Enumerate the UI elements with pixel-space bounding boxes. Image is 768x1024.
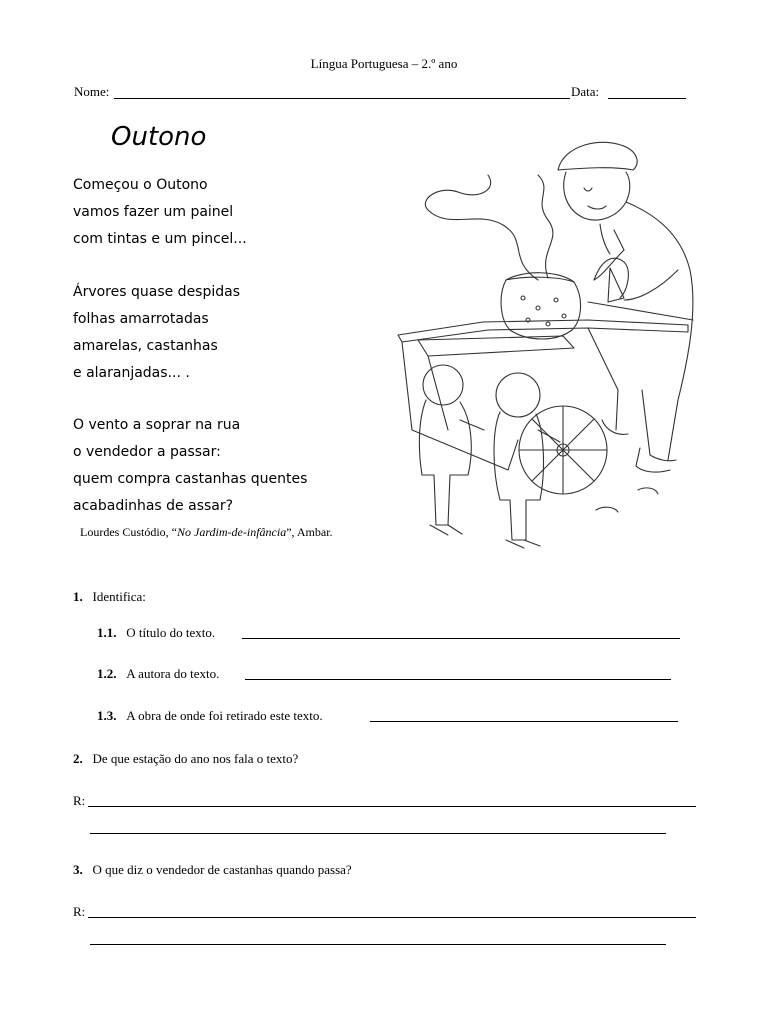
- question-number: 3.: [73, 862, 83, 877]
- poem-title: Outono: [111, 122, 207, 152]
- poem-line: amarelas, castanhas: [73, 338, 218, 354]
- question-1: [73, 589, 146, 605]
- question-number: 1.1.: [97, 625, 117, 640]
- date-field[interactable]: [608, 98, 686, 99]
- question-number: 1.: [73, 589, 83, 604]
- answer-line-2a[interactable]: [88, 806, 696, 807]
- question-1-1: [97, 625, 215, 641]
- poem-line: e alaranjadas... .: [73, 365, 190, 381]
- question-text: A autora do texto.: [126, 666, 220, 681]
- question-text: De que estação do ano nos fala o texto?: [92, 751, 299, 766]
- answer-label: R:: [73, 904, 86, 919]
- answer-line-3a[interactable]: [88, 917, 696, 918]
- poem-line: O vento a soprar na rua: [73, 417, 241, 433]
- answer-line-1-1[interactable]: [242, 638, 680, 639]
- poem-citation: [80, 525, 333, 540]
- poem-line: folhas amarrotadas: [73, 311, 209, 327]
- question-text: Identifica:: [92, 589, 146, 604]
- name-field[interactable]: [114, 98, 570, 99]
- question-text: A obra de onde foi retirado este texto.: [126, 708, 323, 723]
- question-1-2: [97, 666, 219, 682]
- poem-line: acabadinhas de assar?: [73, 498, 234, 514]
- worksheet-header: Língua Portuguesa – 2.º ano: [310, 56, 458, 71]
- answer-label: R:: [73, 793, 86, 808]
- poem-line: Árvores quase despidas: [73, 284, 241, 300]
- question-1-3: [97, 708, 323, 724]
- citation-work: No Jardim-de-infância: [177, 525, 287, 539]
- poem-line: com tintas e um pincel...: [73, 231, 247, 247]
- name-label: Nome:: [74, 84, 110, 99]
- citation-rest: ”, Ambar.: [286, 525, 333, 539]
- question-text: O que diz o vendedor de castanhas quando passa?: [92, 862, 352, 877]
- date-label: Data:: [571, 84, 600, 99]
- poem-line: o vendedor a passar:: [73, 444, 221, 460]
- question-number: 2.: [73, 751, 83, 766]
- chestnut-vendor-illustration: [388, 130, 708, 558]
- answer-line-2b[interactable]: [90, 833, 666, 834]
- question-number: 1.2.: [97, 666, 117, 681]
- answer-line-1-2[interactable]: [245, 679, 671, 680]
- answer-line-3b[interactable]: [90, 944, 666, 945]
- name-date-row: [74, 84, 686, 102]
- question-2: [73, 751, 298, 767]
- poem-line: Começou o Outono: [73, 177, 208, 193]
- question-3: [73, 862, 352, 878]
- question-text: O título do texto.: [126, 625, 216, 640]
- citation-author: Lourdes Custódio, “: [80, 525, 177, 539]
- poem-line: vamos fazer um painel: [73, 204, 234, 220]
- question-number: 1.3.: [97, 708, 117, 723]
- poem-line: quem compra castanhas quentes: [73, 471, 308, 487]
- answer-line-1-3[interactable]: [370, 721, 678, 722]
